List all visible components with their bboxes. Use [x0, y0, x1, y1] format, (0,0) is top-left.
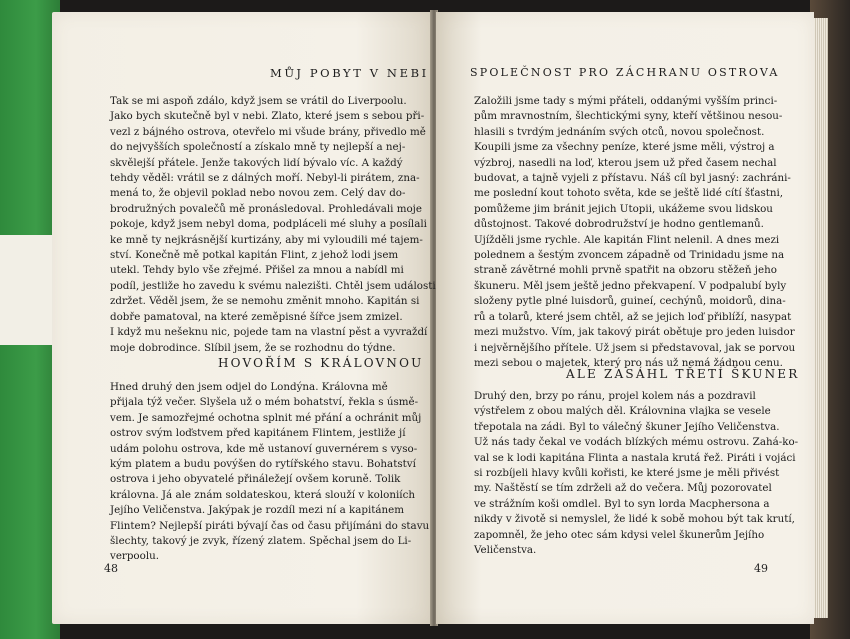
cover-white-band [0, 235, 60, 345]
text-line: šlechty, takový je zvyk, řízený zlatem. Spěchal jsem do Li- [110, 535, 412, 548]
text-line: Hned druhý den jsem odjel do Londýna. Královna mě [110, 381, 388, 393]
text-line: Ujížděli jsme rychle. Ale kapitán Flint nelenil. A dnes mezi [474, 233, 780, 246]
right-running-head: SPOLEČNOST PRO ZÁCHRANU OSTROVA [470, 66, 780, 79]
text-line: zapomněl, že jeho otec sám kdysi velel škunerům Jejího [474, 528, 765, 541]
text-line: ostrova i jeho obyvatelé přináležejí ovšem koruně. Tolik [110, 473, 401, 486]
left-section-paragraph [110, 380, 429, 565]
right-section-title: ALE ZASÁHL TŘETÍ ŠKUNER [566, 367, 800, 381]
text-line: mezi sebou o majetek, který pro nás už nemá žádnou cenu. [474, 356, 783, 369]
text-line: královna. Já ale znám soldateskou, která slouží v koloniích [110, 488, 415, 501]
left-section-title: HOVOŘÍM S KRÁLOVNOU [218, 356, 424, 370]
text-line: mená to, že objevil poklad nebo novou zem. Celý dav do- [110, 187, 406, 200]
text-line: moje dobrodince. Slíbil jsem, že se rozhodnu do týdne. [110, 341, 396, 354]
text-line: Koupili jsme za všechny peníze, které jsme měli, výstroj a [474, 141, 775, 154]
text-line: ve strážním koši omdlel. Byl to syn lorda Macphersona a [474, 497, 770, 510]
text-line: si rozbíjeli hlavy kvůli kořisti, ke které jsme je měli přivést [474, 467, 780, 480]
text-line: Druhý den, brzy po ránu, projel kolem nás a pozdravil [474, 390, 756, 402]
text-line: i nejvěrnějšího přítele. Už jsem si představoval, jak se porvou [474, 341, 796, 354]
right-page-number: 49 [754, 562, 768, 575]
text-line: hlasili s tvrdým jednáním svých otců, novou společnost. [474, 125, 765, 138]
text-line: skvělejší přátele. Jenže takových lidí bývalo víc. A každý [110, 156, 403, 169]
text-line: kým platem a budu povýšen do rytířského stavu. Bohatství [110, 458, 416, 471]
text-line: vem. Je samozřejmé ochotna splnit mé přání a ochránit můj [110, 411, 422, 424]
text-line: důstojnost. Takové dobrodružství je hodno gentlemanů. [474, 218, 764, 231]
text-line: zdržet. Věděl jsem, že se nemohu změnit mnoho. Kapitán si [110, 295, 420, 308]
right-paragraph-1 [474, 94, 795, 371]
text-line: výzbroj, nasedli na loď, kterou jsem už před časem nechal [474, 156, 777, 169]
text-line: mezi mužstvo. Vím, jak takový pirát obětuje pro jeden luisdor [474, 326, 795, 339]
text-line: rů a tolarů, které jsem chtěl, až se jejich loď přiblíží, nasypat [474, 310, 792, 323]
text-line: Založili jsme tady s mými přáteli, oddanými vyšším princi- [474, 95, 778, 107]
text-line: Jejího Veličenstva. Jakýpak je rozdíl mezi ní a kapitánem [110, 504, 405, 517]
text-line: tehdy věděl: vrátil se z dálných moří. Nebyl-li pirátem, zna- [110, 172, 420, 185]
text-line: brodružných povalečů mě pronásledoval. Prohledávali moje [110, 202, 422, 215]
text-line: vezl z bájného ostrova, otevřelo mi všude brány, přivedlo mě [110, 125, 426, 138]
text-line: škuneru. Měl jsem ještě jedno překvapení. V podpalubí byly [474, 279, 787, 292]
left-paragraph-1 [110, 94, 436, 356]
text-line: Jako bych skutečně byl v nebi. Zlato, které jsem s sebou při- [110, 110, 425, 123]
text-line: podíl, jestliže ho zavedu k svému nalezišti. Chtěl jsem události [110, 279, 436, 292]
text-line: přijala týž večer. Slyšela už o mém bohatství, řekla s úsmě- [110, 396, 419, 409]
text-line: me poslední kout tohoto světa, kde se ještě lidé cítí šťastni, [474, 187, 784, 200]
text-line: polednem a šestým zvoncem západně od Trinidadu jsme na [474, 249, 785, 262]
left-page-number: 48 [104, 562, 118, 575]
text-line: Tak se mi aspoň zdálo, když jsem se vrátil do Liverpoolu. [110, 95, 407, 107]
text-line: pům mravnostním, šlechtickými syny, kteří většinou nesou- [474, 110, 783, 123]
text-line: I když mu nešeknu nic, pojede tam na vlastní pěst a vyvraždí [110, 326, 428, 339]
text-line: budovat, a tajně vyjeli z přístavu. Náš cíl byl jasný: zachráni- [474, 172, 791, 185]
text-line: pokoje, když jsem nebyl doma, podpláceli mé sluhy a posílali [110, 218, 427, 231]
text-line: my. Naštěstí se tím zdrželi až do večera. Můj pozorovatel [474, 482, 772, 495]
text-line: pomůžeme jim bránit jejich Utopii, ukážeme svou lidskou [474, 202, 773, 215]
page-edges [814, 18, 828, 618]
text-line: dobře pamatoval, na které zeměpisné šířce jsem zmizel. [110, 310, 403, 323]
text-line: Veličenstva. [474, 544, 537, 557]
text-line: složeny pytle plné luisdorů, guineí, cechýnů, moidorů, dina- [474, 295, 786, 308]
text-line: straně závětrné mohli prvně spatřit na obzoru stěžeň jeho [474, 264, 777, 277]
text-line: ke mně ty nejkrásnější kurtizány, aby mi vyloudili mé tajem- [110, 233, 423, 246]
text-line: výstřelem z obou malých děl. Královnina vlajka se vesele [474, 405, 771, 418]
text-line: nikdy v životě si nemyslel, že lidé k sobě mohou být tak krutí, [474, 513, 795, 526]
text-line: Už nás tady čekal ve vodách blízkých mému ostrovu. Zahá-ko- [474, 436, 799, 449]
text-line: do nejvyšších společností a získalo mně ty nejlepší a nej- [110, 141, 406, 154]
left-running-head: MŮJ POBYT V NEBI [270, 66, 429, 80]
text-line: ostrov svým loďstvem před kapitánem Flintem, jestliže jí [110, 427, 406, 440]
text-line: třepotala na zádi. Byl to válečný škuner Jejího Veličenstva. [474, 420, 780, 433]
text-line: Flintem? Nejlepší piráti bývají čas od času přijímáni do stavu [110, 519, 430, 532]
text-line: val se k lodi kapitána Flinta a nastala krutá řež. Piráti i vojáci [474, 451, 796, 464]
text-line: ství. Konečně mě potkal kapitán Flint, z jehož lodi jsem [110, 249, 399, 262]
text-line: udám polohu ostrova, kde mě ustanoví guvernérem s vyso- [110, 442, 418, 455]
text-line: utekl. Tehdy bylo vše zřejmé. Přišel za mnou a nabídl mi [110, 264, 404, 277]
right-section-paragraph [474, 389, 798, 558]
book-cover-green [0, 0, 60, 639]
text-line: verpoolu. [110, 550, 160, 563]
